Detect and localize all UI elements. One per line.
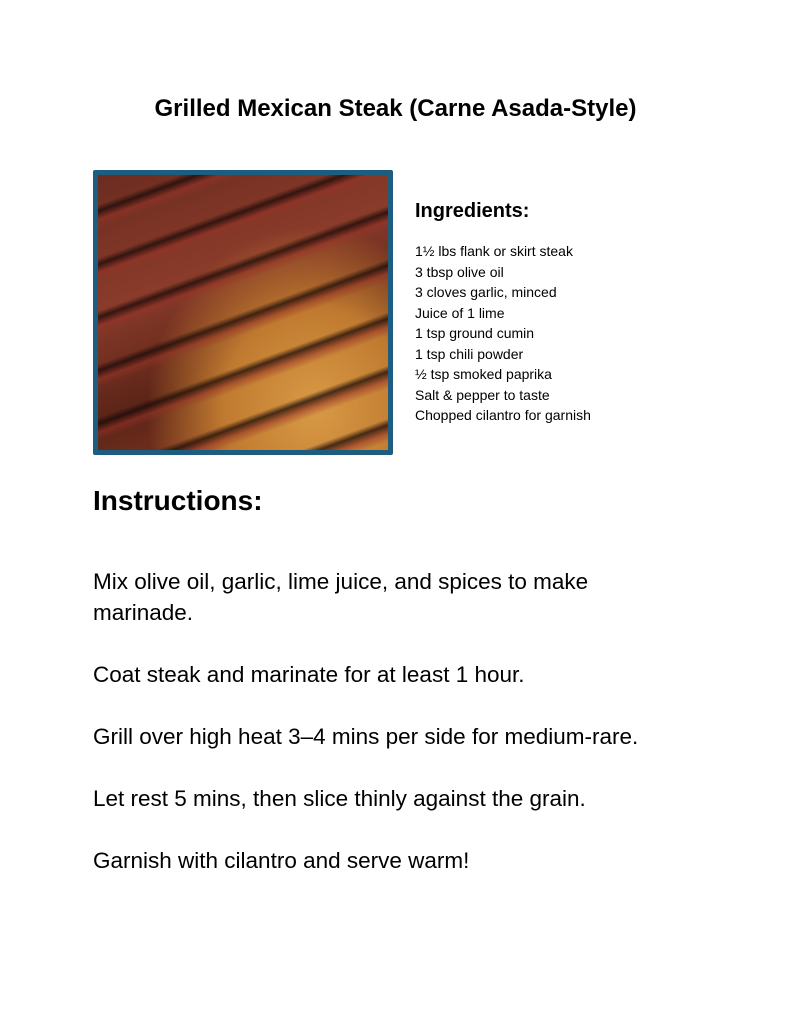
steak-photo: [93, 170, 393, 455]
instruction-step: Let rest 5 mins, then slice thinly against the grain.: [93, 786, 586, 811]
instructions-heading: Instructions:: [93, 485, 263, 516]
ingredient-item: Chopped cilantro for garnish: [415, 407, 591, 423]
ingredient-item: 3 cloves garlic, minced: [415, 284, 557, 300]
instruction-step: Garnish with cilantro and serve warm!: [93, 848, 470, 873]
ingredient-item: ½ tsp smoked paprika: [415, 366, 552, 382]
ingredient-item: Juice of 1 lime: [415, 304, 505, 321]
ingredient-item: Salt & pepper to taste: [415, 386, 550, 403]
instructions-steps: [93, 566, 693, 907]
ingredient-item: 1 tsp ground cumin: [415, 325, 535, 341]
ingredients-heading: Ingredients:: [415, 200, 530, 222]
instruction-step: Coat steak and marinate for at least 1 hour.: [93, 662, 525, 687]
ingredient-item: 3 tbsp olive oil: [415, 263, 504, 280]
ingredient-item: 1½ lbs flank or skirt steak: [415, 243, 573, 259]
instruction-step: Mix olive oil, garlic, lime juice, and spices to make marinade.: [93, 569, 589, 625]
ingredient-item: 1 tsp chili powder: [415, 345, 524, 362]
instruction-step: Grill over high heat 3–4 mins per side for medium-rare.: [93, 724, 639, 749]
ingredients-list: [415, 241, 591, 426]
recipe-title: Grilled Mexican Steak (Carne Asada-Style): [154, 95, 637, 122]
